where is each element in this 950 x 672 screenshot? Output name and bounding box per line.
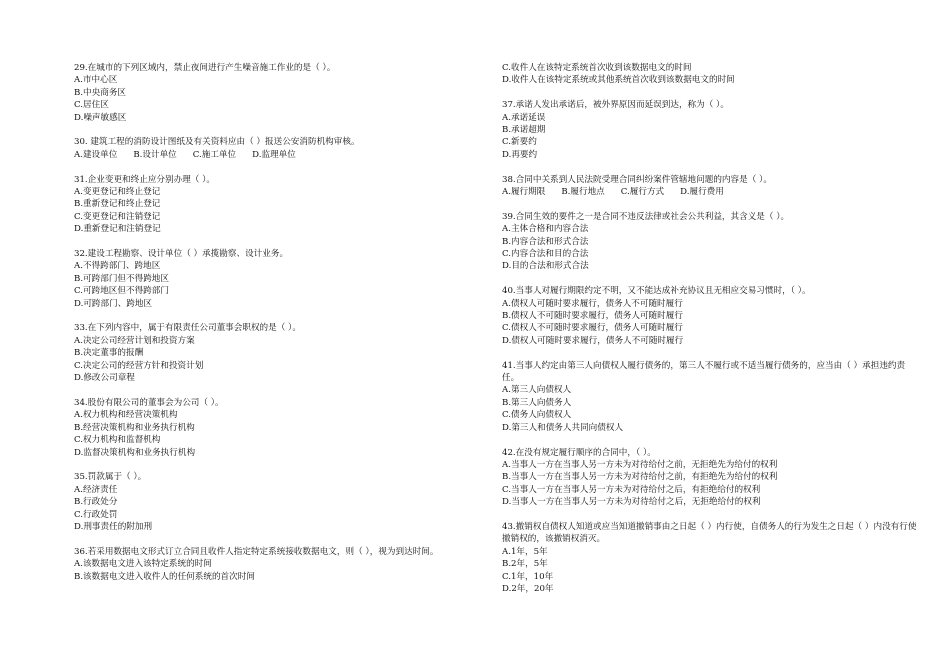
question-stem: 35.罚款属于（ ）。 <box>74 472 147 483</box>
answer-option: B.当事人一方在当事人另一方未为对待给付之前，有拒绝先为给付的权利 <box>502 472 778 483</box>
answer-option: D.噪声敏感区 <box>74 112 127 123</box>
answer-option: D.监理单位 <box>252 149 296 160</box>
answer-option: D.收件人在该特定系统或其他系统首次收到该数据电文的时间 <box>502 75 735 86</box>
answer-option: D.重新登记和注销登记 <box>74 224 161 235</box>
answer-option: A.履行期限 <box>502 187 546 198</box>
question-stem: 34.股份有限公司的董事会为公司（ ）。 <box>74 397 224 408</box>
answer-option: D.债权人可随时要求履行，债务人不可随时履行 <box>502 335 684 346</box>
question-stem: 43.撤销权自债权人知道或应当知道撤销事由之日起（ ）内行使，自债务人的行为发生之日起（ ）内没有行使撤销权的，该撤销权消灭。 <box>502 521 917 545</box>
question-stem: 40.当事人对履行期限约定不明，又不能达成补充协议且无相应交易习惯时，（ ）。 <box>502 286 811 297</box>
answer-option: A.债权人可随时要求履行，债务人不可随时履行 <box>502 298 683 309</box>
question <box>74 248 494 310</box>
question-stem: 31.企业变更和终止应分别办理（ ）。 <box>74 174 216 185</box>
answer-option: C.1年，10年 <box>502 571 554 582</box>
answer-option: D.目的合法和形式合法 <box>502 261 589 272</box>
answer-option: C.收件人在该特定系统首次收到该数据电文的时间 <box>502 63 692 73</box>
question-stem: 33.在下列内容中，属于有限责任公司董事会职权的是（ ）。 <box>74 323 301 334</box>
question-stem: 37.承诺人发出承诺后，被外界原因而延误到达，称为（ ）。 <box>502 100 729 111</box>
answer-option: C.变更登记和注销登记 <box>74 211 161 222</box>
question <box>74 397 494 459</box>
answer-option: A.经济责任 <box>74 484 118 495</box>
answer-option: B.债权人不可随时要求履行，债务人可随时履行 <box>502 311 683 322</box>
answer-option: A.变更登记和终止登记 <box>74 187 161 198</box>
answer-option: C.内容合法和目的合法 <box>502 249 589 260</box>
answer-option: B.中央商务区 <box>74 87 127 98</box>
answer-option: B.履行地点 <box>561 187 605 198</box>
answer-option: D.刑事责任的附加刑 <box>74 521 153 532</box>
answer-option: A.第三人向债权人 <box>502 385 572 396</box>
answer-option: D.修改公司章程 <box>74 373 135 384</box>
answer-option: C.居住区 <box>74 100 109 111</box>
answer-option: A.1年，5年 <box>502 546 548 557</box>
answer-option: C.当事人一方在当事人另一方未为对待给付之后，有拒绝给付的权利 <box>502 484 761 495</box>
answer-option: A.当事人一方在当事人另一方未为对待给付之前，无拒绝先为给付的权利 <box>502 459 778 470</box>
question-stem: 39.合同生效的要件之一是合同不违反法律或社会公共利益，其含义是（ ）。 <box>502 211 790 222</box>
answer-option: B.2年，5年 <box>502 559 548 570</box>
answer-option: C.履行方式 <box>620 187 665 198</box>
answer-option: B.经营决策机构和业务执行机构 <box>74 422 195 433</box>
question <box>502 62 922 87</box>
answer-option: B.可跨部门但不得跨地区 <box>74 273 169 284</box>
answer-option: A.市中心区 <box>74 75 118 86</box>
question <box>74 471 494 533</box>
question <box>74 174 494 236</box>
question <box>502 521 922 595</box>
answer-option: C.施工单位 <box>192 149 237 160</box>
question-stem: 38.合同中关系到人民法院受理合同纠纷案件管辖地问题的内容是（ ）。 <box>502 174 772 185</box>
answer-option: C.可跨地区但不得跨部门 <box>74 286 169 297</box>
answer-option: B.第三人向债务人 <box>502 397 572 408</box>
answer-option: C.新要约 <box>502 137 537 148</box>
answer-option: B.行政处分 <box>74 497 118 508</box>
answer-option: C.权力机构和监督机构 <box>74 435 161 446</box>
answer-option: D.履行费用 <box>680 187 724 198</box>
answer-option: B.内容合法和形式合法 <box>502 236 589 247</box>
answer-option: D.当事人一方在当事人另一方未为对待给付之后，无拒绝给付的权利 <box>502 497 761 508</box>
answer-option: D.2年，20年 <box>502 583 554 594</box>
answer-option: B.该数据电文进入收件人的任何系统的首次时间 <box>74 571 255 582</box>
question-stem: 42.在没有规定履行顺序的合同中，（ ）。 <box>502 447 656 458</box>
question <box>502 174 922 199</box>
answer-option: A.承诺延误 <box>502 112 546 123</box>
answer-option: D.再要约 <box>502 149 538 160</box>
answer-option: D.第三人和债务人共同向债权人 <box>502 422 624 433</box>
question <box>74 322 494 384</box>
question-stem: 30. 建筑工程的消防设计图纸及有关资料应由（ ）报送公安消防机构审核。 <box>74 137 360 148</box>
answer-option: B.设计单位 <box>133 149 177 160</box>
answer-option: B.承诺超期 <box>502 125 546 136</box>
answer-option: D.可跨部门、跨地区 <box>74 298 153 309</box>
answer-option: D.监督决策机构和业务执行机构 <box>74 447 196 458</box>
answer-option: C.债权人不可随时要求履行，债务人可随时履行 <box>502 323 683 334</box>
options-row <box>74 149 494 161</box>
left-column <box>74 62 494 595</box>
answer-option: A.不得跨部门、跨地区 <box>74 261 161 272</box>
question <box>74 62 494 124</box>
options-row <box>502 186 922 198</box>
question-stem: 36.若采用数据电文形式订立合同且收件人指定特定系统接收数据电文，则（ ），视为到达时间。 <box>74 546 439 557</box>
question <box>74 136 494 161</box>
question <box>74 546 494 583</box>
question-stem: 29.在城市的下列区域内，禁止夜间进行产生噪音施工作业的是（ ）。 <box>74 63 336 73</box>
answer-option: A.该数据电文进入该特定系统的时间 <box>74 559 212 570</box>
answer-option: A.决定公司经营计划和投资方案 <box>74 335 195 346</box>
answer-option: A.权力机构和经营决策机构 <box>74 410 178 421</box>
question <box>502 211 922 273</box>
question-stem: 41.当事人约定由第三人向债权人履行债务的，第三人不履行或不适当履行债务的，应当由（ ）承担违约责任。 <box>502 360 906 384</box>
question-stem: 32.建设工程勘察、设计单位（ ）承揽勘察、设计业务。 <box>74 249 289 260</box>
answer-option: A.建设单位 <box>74 149 118 160</box>
answer-option: C.行政处罚 <box>74 509 118 520</box>
question <box>502 99 922 161</box>
question <box>502 447 922 509</box>
answer-option: A.主体合格和内容合法 <box>502 224 589 235</box>
answer-option: C.债务人向债权人 <box>502 410 572 421</box>
question <box>502 285 922 347</box>
answer-option: C.决定公司的经营方针和投资计划 <box>74 360 204 371</box>
question <box>502 360 922 434</box>
answer-option: B.重新登记和终止登记 <box>74 199 161 210</box>
right-column <box>502 62 922 608</box>
answer-option: B.决定董事的报酬 <box>74 348 144 359</box>
